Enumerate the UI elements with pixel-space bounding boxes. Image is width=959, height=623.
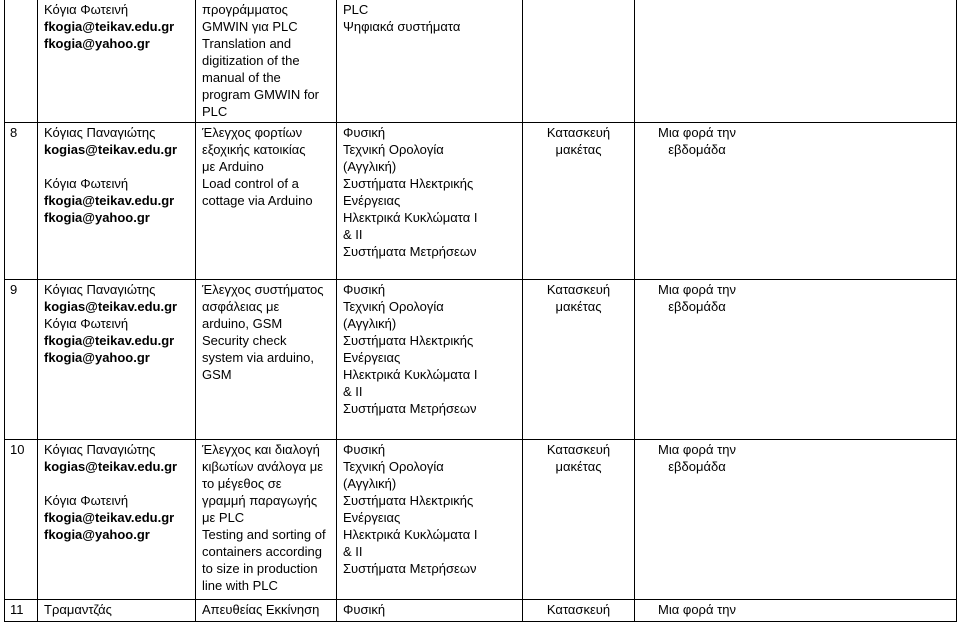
supervisors-cell	[38, 599, 196, 621]
type-cell	[523, 122, 635, 279]
type-line: Κατασκευή	[546, 441, 611, 457]
course-line: (Αγγλική)	[343, 475, 397, 491]
title-line: containers according	[202, 543, 322, 559]
supervisor-name: Κόγια Φωτεινή	[44, 315, 129, 331]
supervisor-name: Κόγιας Παναγιώτης	[44, 281, 156, 297]
table-row	[5, 0, 957, 122]
supervisor-email: fkogia@teikav.edu.gr	[44, 19, 175, 34]
supervisor-name: Κόγιας Παναγιώτης	[44, 441, 156, 457]
courses-cell	[337, 439, 523, 599]
title-cell	[196, 599, 337, 621]
course-line: Φυσική	[343, 441, 386, 457]
frequency-cell	[635, 122, 957, 279]
supervisors-cell	[38, 122, 196, 279]
table-row	[5, 122, 957, 279]
course-line: Τεχνική Ορολογία	[343, 298, 444, 314]
type-line: μακέτας	[555, 298, 602, 314]
frequency-line: Μια φορά την	[658, 441, 736, 457]
row-number	[5, 0, 38, 122]
title-line: line with PLC	[202, 577, 278, 593]
row-number: 11	[5, 599, 38, 621]
title-cell	[196, 439, 337, 599]
course-line: Φυσική	[343, 124, 386, 140]
frequency-cell	[635, 0, 957, 122]
course-line: Ψηφιακά συστήματα	[343, 19, 461, 34]
supervisor-name: Κόγιας Παναγιώτης	[44, 124, 156, 140]
course-line: Φυσική	[343, 281, 386, 297]
title-cell	[196, 279, 337, 439]
course-line: Συστήματα Μετρήσεων	[343, 243, 477, 259]
course-line: Ηλεκτρικά Κυκλώματα Ι	[343, 209, 478, 225]
supervisor-email: fkogia@yahoo.gr	[44, 209, 150, 225]
title-line: Έλεγχος και διαλογή	[202, 441, 320, 457]
title-line: ασφάλειας με	[202, 298, 280, 314]
frequency-line: Μια φορά την	[658, 281, 736, 297]
course-line: Ηλεκτρικά Κυκλώματα Ι	[343, 526, 478, 542]
courses-cell	[337, 0, 523, 122]
title-line: Load control of a	[202, 175, 299, 191]
title-line: digitization of the	[202, 53, 300, 68]
course-line: & ΙΙ	[343, 226, 363, 242]
type-cell	[523, 279, 635, 439]
title-line: cottage via Arduino	[202, 192, 313, 208]
title-line: system via arduino,	[202, 349, 314, 365]
type-cell	[523, 599, 635, 621]
table-row	[5, 599, 957, 621]
title-line: με PLC	[202, 509, 245, 525]
type-cell	[523, 0, 635, 122]
row-number: 10	[5, 439, 38, 599]
row-number: 8	[5, 122, 38, 279]
supervisors-cell	[38, 279, 196, 439]
supervisor-email: fkogia@yahoo.gr	[44, 36, 150, 51]
course-line: & ΙΙ	[343, 543, 363, 559]
projects-table	[4, 0, 957, 622]
course-line: Συστήματα Ηλεκτρικής	[343, 175, 474, 191]
type-line: Κατασκευή	[546, 124, 611, 140]
title-line: το μέγεθος σε	[202, 475, 282, 491]
frequency-cell	[635, 439, 957, 599]
type-line: Κατασκευή	[546, 601, 611, 617]
title-line: manual of the	[202, 70, 281, 85]
table-row	[5, 279, 957, 439]
title-cell	[196, 122, 337, 279]
title-line: γραμμή παραγωγής	[202, 492, 318, 508]
courses-cell	[337, 122, 523, 279]
supervisor-name: Τραμαντζάς	[44, 601, 112, 617]
title-line: Έλεγχος συστήματος	[202, 281, 324, 297]
title-line: GSM	[202, 366, 232, 382]
course-line: (Αγγλική)	[343, 315, 397, 331]
course-line: PLC	[343, 2, 369, 17]
course-line: Συστήματα Μετρήσεων	[343, 560, 477, 576]
frequency-cell	[635, 279, 957, 439]
supervisors-cell	[38, 0, 196, 122]
supervisor-email: fkogia@teikav.edu.gr	[44, 192, 175, 208]
course-line: Ενέργειας	[343, 349, 401, 365]
table-row	[5, 439, 957, 599]
course-line: Συστήματα Ηλεκτρικής	[343, 332, 474, 348]
supervisor-name: Κόγια Φωτεινή	[44, 2, 129, 17]
course-line: (Αγγλική)	[343, 158, 397, 174]
title-line: προγράμματος	[202, 2, 288, 17]
supervisor-email: fkogia@teikav.edu.gr	[44, 332, 175, 348]
supervisor-email: kogias@teikav.edu.gr	[44, 141, 178, 157]
title-line: εξοχικής κατοικίας	[202, 141, 306, 157]
courses-cell	[337, 599, 523, 621]
title-line: GMWIN για PLC	[202, 19, 298, 34]
frequency-line: Μια φορά την	[658, 601, 736, 617]
type-line: μακέτας	[555, 141, 602, 157]
title-line: Security check	[202, 332, 287, 348]
supervisors-cell	[38, 439, 196, 599]
frequency-line: εβδομάδα	[668, 458, 726, 474]
title-line: to size in production	[202, 560, 318, 576]
course-line: Συστήματα Ηλεκτρικής	[343, 492, 474, 508]
course-line: Τεχνική Ορολογία	[343, 141, 444, 157]
frequency-line: εβδομάδα	[668, 141, 726, 157]
supervisor-name: Κόγια Φωτεινή	[44, 175, 129, 191]
supervisor-email: kogias@teikav.edu.gr	[44, 458, 178, 474]
courses-cell	[337, 279, 523, 439]
title-line: Testing and sorting of	[202, 526, 326, 542]
supervisor-email: fkogia@teikav.edu.gr	[44, 509, 175, 525]
title-line: Έλεγχος φορτίων	[202, 124, 303, 140]
title-line: με Arduino	[202, 158, 264, 174]
frequency-line: εβδομάδα	[668, 298, 726, 314]
course-line: & ΙΙ	[343, 383, 363, 399]
title-line: program GMWIN for	[202, 87, 320, 102]
supervisor-email: fkogia@yahoo.gr	[44, 349, 150, 365]
title-cell	[196, 0, 337, 122]
course-line: Φυσική	[343, 601, 386, 617]
frequency-cell	[635, 599, 957, 621]
supervisor-name: Κόγια Φωτεινή	[44, 492, 129, 508]
course-line: Ενέργειας	[343, 509, 401, 525]
title-line: Απευθείας Εκκίνηση	[202, 601, 320, 617]
course-line: Τεχνική Ορολογία	[343, 458, 444, 474]
frequency-line: Μια φορά την	[658, 124, 736, 140]
type-line: Κατασκευή	[546, 281, 611, 297]
supervisor-email: kogias@teikav.edu.gr	[44, 298, 178, 314]
type-cell	[523, 439, 635, 599]
title-line: PLC	[202, 104, 228, 119]
row-number: 9	[5, 279, 38, 439]
title-line: Translation and	[202, 36, 292, 51]
title-line: κιβωτίων ανάλογα με	[202, 458, 324, 474]
title-line: arduino, GSM	[202, 315, 283, 331]
supervisor-email: fkogia@yahoo.gr	[44, 526, 150, 542]
course-line: Ηλεκτρικά Κυκλώματα Ι	[343, 366, 478, 382]
course-line: Ενέργειας	[343, 192, 401, 208]
course-line: Συστήματα Μετρήσεων	[343, 400, 477, 416]
type-line: μακέτας	[555, 458, 602, 474]
